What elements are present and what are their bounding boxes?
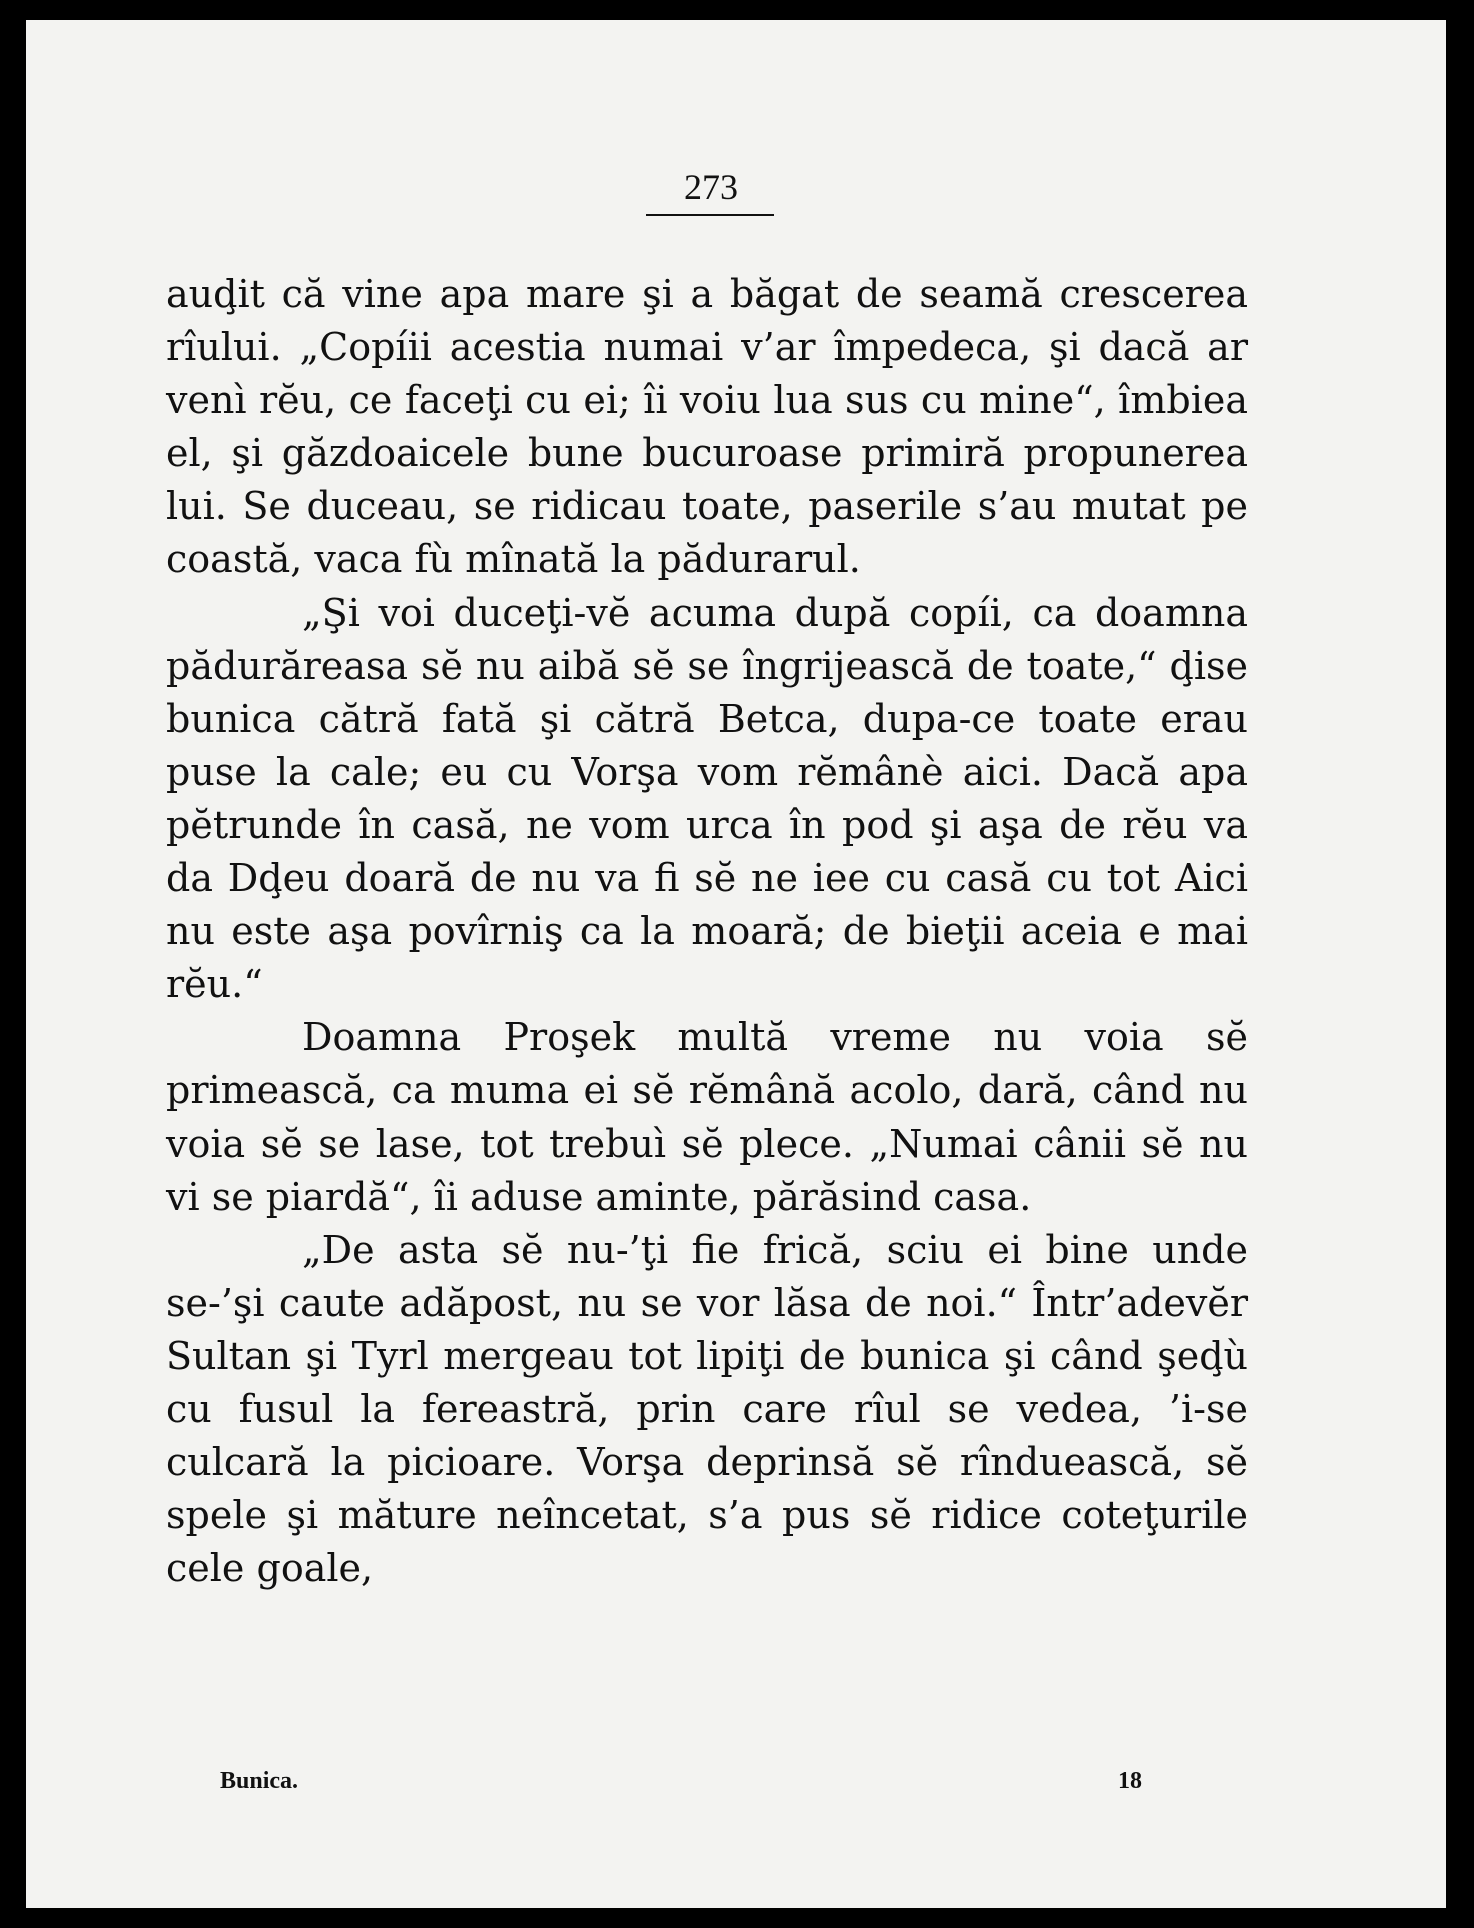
body-text [166, 268, 1248, 1595]
footer-sheet-number: 18 [1118, 1768, 1142, 1794]
paragraph: „De asta sĕ nu-’ţi fie frică, sciu ei bine unde se-’şi caute adăpost, nu se vor lăsa de noi.“ Într’adevĕr Sultan şi Tyrl mergeau tot lipiţi de bunica şi când şeḑù cu fusul la fereastră, prin care rîul se vedea, ’i-se culcară la picioare. Vorşa deprinsă sĕ rînduească, sĕ spele şi măture neîncetat, s’a pus sĕ ridice coteţurile cele goale, [166, 1227, 1248, 1591]
paragraph: „Şi voi duceţi-vĕ acuma după copíi, ca doamna pădurăreasa sĕ nu aibă sĕ se îngrijească de toate,“ ḑise bunica cătră fată şi cătră Betca, dupa-ce toate erau puse la cale; eu cu Vorşa vom rĕmânè aici. Dacă apa pĕtrunde în casă, ne vom urca în pod şi aşa de rĕu va da Dḑeu doară de nu va fi sĕ ne iee cu casă cu tot Aici nu este aşa povîrniş ca la moară; de bieţii aceia e mai rĕu.“ [166, 590, 1248, 1007]
page-number: 273 [684, 167, 738, 207]
page-number-rule [646, 214, 774, 216]
paragraph: auḑit că vine apa mare şi a băgat de seamă crescerea rîului. „Copíii acestia numai v’ar împedeca, şi dacă ar venì rĕu, ce faceţi cu ei; îi voiu lua sus cu mine“, îmbiea el, şi găzdoaicele bune bucuroase primiră propunerea lui. Se duceau, se ridicau toate, paserile s’au mutat pe coastă, vaca fù mînată la pădurarul. [166, 272, 1248, 582]
footer-signature: Bunica. [220, 1768, 299, 1794]
book-page [26, 20, 1446, 1908]
paragraph: Doamna Proşek multă vreme nu voia sĕ primească, ca muma ei sĕ rĕmână acolo, dară, când nu voia sĕ se lase, tot trebuì sĕ plece. „Numai cânii sĕ nu vi se piardă“, îi aduse aminte, părăsind casa. [166, 1015, 1248, 1219]
